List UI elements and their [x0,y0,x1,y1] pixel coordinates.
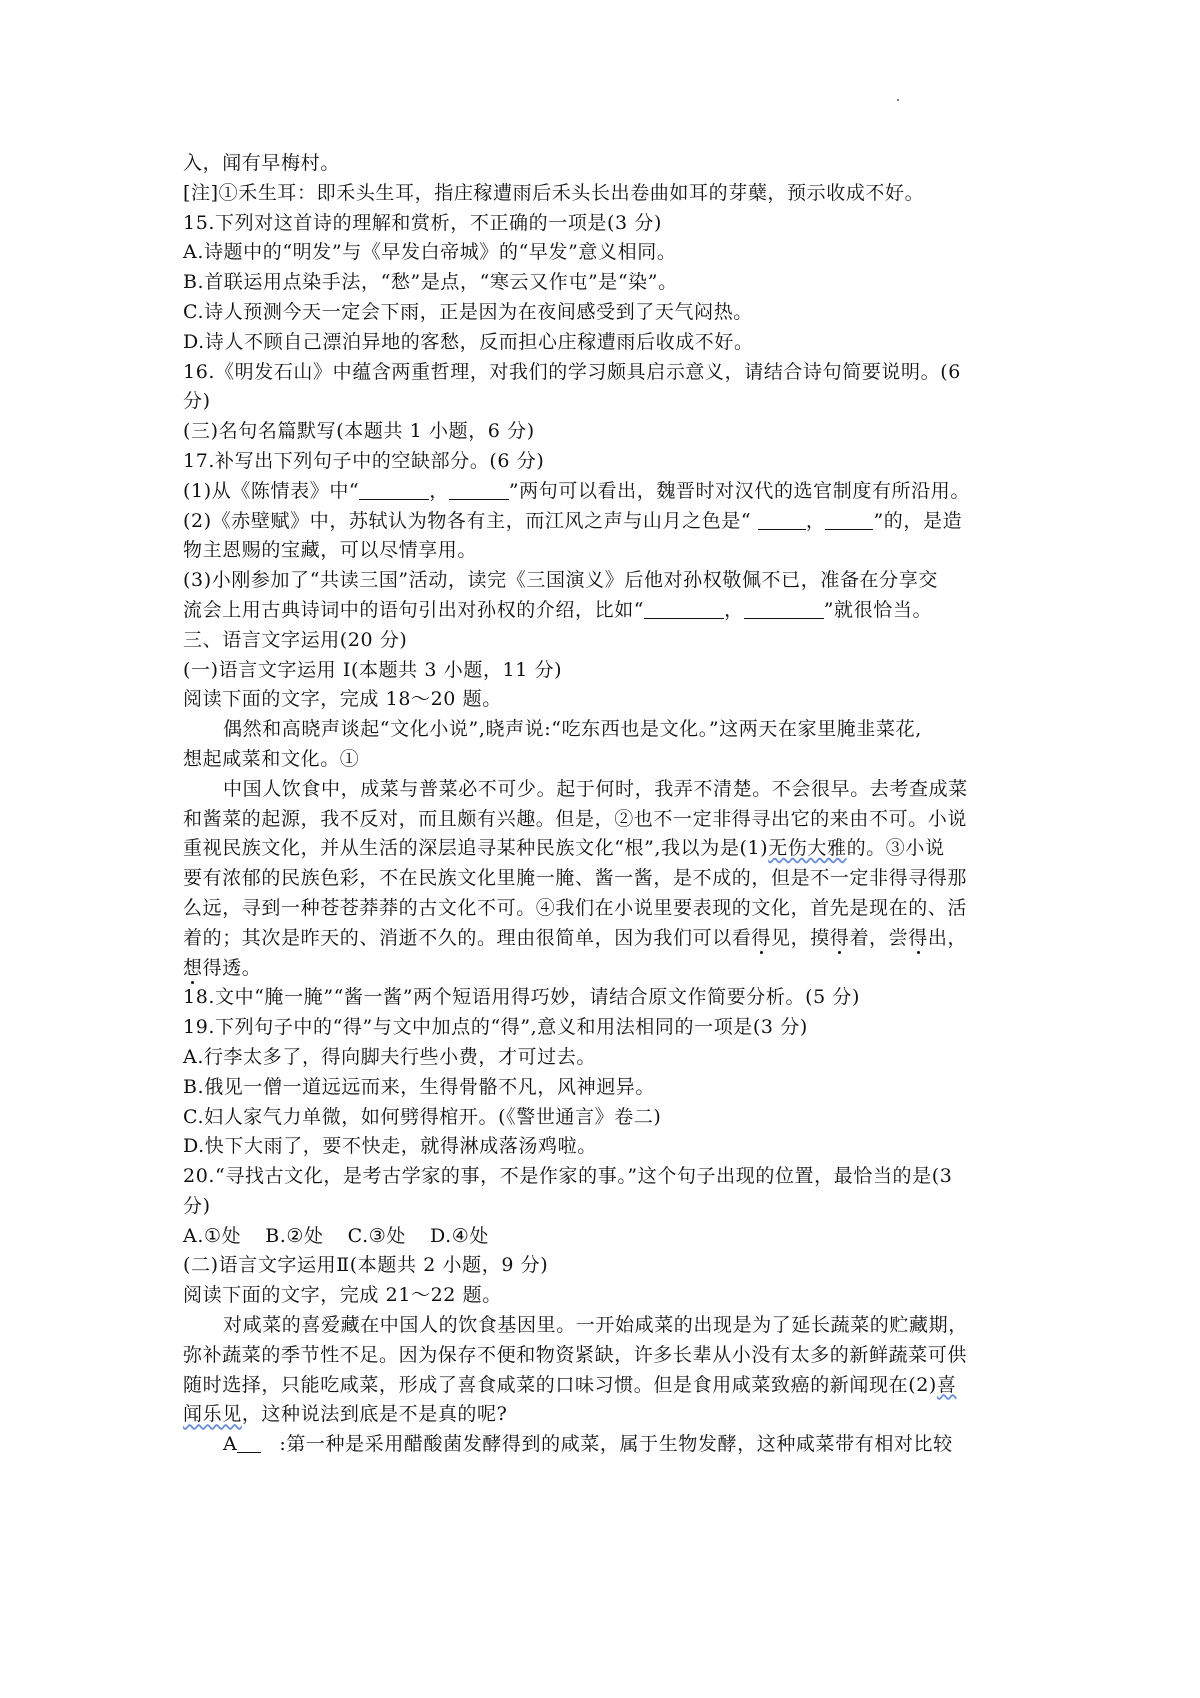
text-span: ， [724,598,744,621]
q19-option-a: A.行李太多了，得向脚夫行些小费，才可过去。 [183,1045,596,1068]
q20-option-a: A.①处 [183,1224,242,1247]
passage-line: 对咸菜的喜爱藏在中国人的饮食基因里。一开始咸菜的出现是为了延长蔬菜的贮藏期， [223,1314,968,1337]
question-20: 20.“寻找古文化，是考古学家的事，不是作家的事。”这个句子出现的位置，最恰当的是(3 [183,1165,953,1188]
passage-line: 偶然和高晓声谈起“文化小说”,晓声说:“吃东西也是文化。”这两天在家里腌韭菜花, [223,718,922,741]
q17-item-3: (3)小刚参加了“共读三国”活动，读完《三国演义》后他对孙权敬佩不已，准备在分享交 [183,569,938,592]
wavy-underlined-word: 无伤大雅 [768,837,847,860]
fill-blank [237,1432,261,1453]
text-span: ， [429,479,449,502]
fill-blank [758,509,806,530]
text-span: (2)《赤壁赋》中，苏轼认为物各有主，而江风之声与山月之色是“ [183,509,758,532]
dotted-character: 得 [908,926,928,949]
q20-option-c: C.③处 [347,1224,406,1247]
question-15: 15.下列对这首诗的理解和赏析，不正确的一项是(3 分) [183,211,662,234]
fill-blank [744,598,824,619]
passage-line: 要有浓郁的民族色彩，不在民族文化里腌一腌、酱一酱，是不成的，但是不一定非得寻得那 [183,867,968,890]
dotted-character: 想 [183,956,203,979]
section-heading: 三、语言文字运用(20 分) [183,628,408,651]
wavy-underlined-word: 闻乐见 [183,1403,242,1426]
text-span: A [223,1433,238,1456]
passage-line: 么远，寻到一种苍苍莽莽的古文化不可。④我们在小说里要表现的文化，首先是现在的、活 [183,896,968,919]
q19-option-b: B.俄见一僧一道远远而来，生得骨骼不凡，风神迥异。 [183,1075,656,1098]
passage-line [183,954,1038,984]
passage-line: 中国人饮食中，成菜与普菜必不可少。起于何时，我弄不清楚。不会很早。去考查成菜 [223,777,968,800]
reading-instruction: 阅读下面的文字，完成 18～20 题。 [183,688,502,711]
passage-line [183,1400,1038,1430]
text-span: 的。③小说 [846,837,945,860]
q20-options [183,1222,1038,1252]
text-span: 流会上用古典诗词中的语句引出对孙权的介绍，比如“ [183,598,645,621]
text-span: 得透。 [202,956,262,979]
passage-line [183,924,1038,954]
text-span: 重视民族文化，并从生活的深层追寻某种民族文化“根”,我以为是(1) [183,837,769,860]
text-span: ， [805,509,826,532]
text-span: 着的；其次是昨天的、消逝不久的。理由很简单，因为我们可以看 [183,926,752,949]
poem-note: [注]①禾生耳：即禾头生耳，指庄稼遭雨后禾头长出卷曲如耳的芽蘖，预示收成不好。 [183,181,925,204]
question-19: 19.下列句子中的“得”与文中加点的“得”,意义和用法相同的一项是(3 分) [183,1016,808,1039]
fill-blank [644,598,724,619]
question-20-cont: 分) [183,1194,211,1217]
text-span: ”就很恰当。 [823,598,933,621]
q17-item-2 [183,507,1038,537]
fill-blank [825,509,873,530]
q19-option-d: D.快下大雨了，要不快走，就得淋成落汤鸡啦。 [183,1135,597,1158]
text-span: (1)从《陈情表》中“ [183,479,360,502]
dotted-character: 得 [829,926,850,949]
question-17: 17.补写出下列句子中的空缺部分。(6 分) [183,449,545,472]
subsection-heading: (一)语言文字运用 I(本题共 3 小题，11 分) [183,658,563,681]
question-18: 18.文中“腌一腌”“酱一酱”两个短语用得巧妙，请结合原文作简要分析。(5 分) [183,986,861,1009]
passage-line [183,1371,1038,1401]
text-span: 随时选择，只能吃咸菜，形成了喜食咸菜的口味习惯。但是食用咸菜致癌的新闻现在(2) [183,1373,937,1396]
passage-line [183,834,1038,864]
text-span: ”两句可以看出，魏晋时对汉代的选官制度有所沿用。 [508,479,970,502]
question-16: 16.《明发石山》中蕴含两重哲理，对我们的学习颇具启示意义，请结合诗句简要说明。(6 [183,360,961,383]
section-heading: (三)名句名篇默写(本题共 1 小题，6 分) [183,420,535,443]
document-body [183,149,1038,1460]
fill-blank [449,479,509,500]
text-span: :第一种是采用醋酸菌发酵得到的咸菜，属于生物发酵，这种咸菜带有相对比较 [279,1433,953,1456]
scan-speck [897,99,899,101]
dotted-character: 得 [751,926,772,949]
q17-item-3-cont [183,596,1038,626]
q17-item-2-cont: 物主恩赐的宝藏，可以尽情享用。 [183,539,478,562]
q15-option-b: B.首联运用点染手法，“愁”是点，“寒云又作屯”是“染”。 [183,271,678,294]
text-span: 见，摸 [771,926,830,949]
q17-item-1 [183,477,1038,507]
passage-line [183,1430,1038,1460]
text-span: ，这种说法到底是不是真的呢? [241,1403,508,1426]
q15-option-d: D.诗人不顾自己漂泊异地的客愁，反而担心庄稼遭雨后收成不好。 [183,330,754,353]
passage-line: 想起咸菜和文化。① [183,747,360,770]
text-span: ”的，是造 [873,509,963,532]
question-16-cont: 分) [183,390,211,413]
text-line: 入，闻有早梅村。 [183,152,340,174]
text-span: 着，尝 [849,926,909,949]
q19-option-c: C.妇人家气力单微，如何劈得棺开。(《警世通言》卷二) [183,1105,662,1128]
passage-line: 和酱菜的起源，我不反对，而且颇有兴趣。但是，②也不一定非得寻出它的来由不可。小说 [183,807,968,830]
subsection-heading: (二)语言文字运用Ⅱ(本题共 2 小题，9 分) [183,1254,549,1277]
q15-option-a: A.诗题中的“明发”与《早发白帝城》的“早发”意义相同。 [183,241,677,264]
reading-instruction: 阅读下面的文字，完成 21～22 题。 [183,1284,502,1307]
text-span: 出， [927,926,968,949]
fill-blank [359,479,429,500]
q20-option-b: B.②处 [265,1224,324,1247]
q20-option-d: D.④处 [429,1224,490,1247]
q15-option-c: C.诗人预测今天一定会下雨，正是因为在夜间感受到了天气闷热。 [183,300,753,323]
passage-line: 弥补蔬菜的季节性不足。因为保存不便和物资紧缺，许多长辈从小没有太多的新鲜蔬菜可供 [183,1343,968,1366]
wavy-underlined-word: 喜 [936,1373,957,1396]
